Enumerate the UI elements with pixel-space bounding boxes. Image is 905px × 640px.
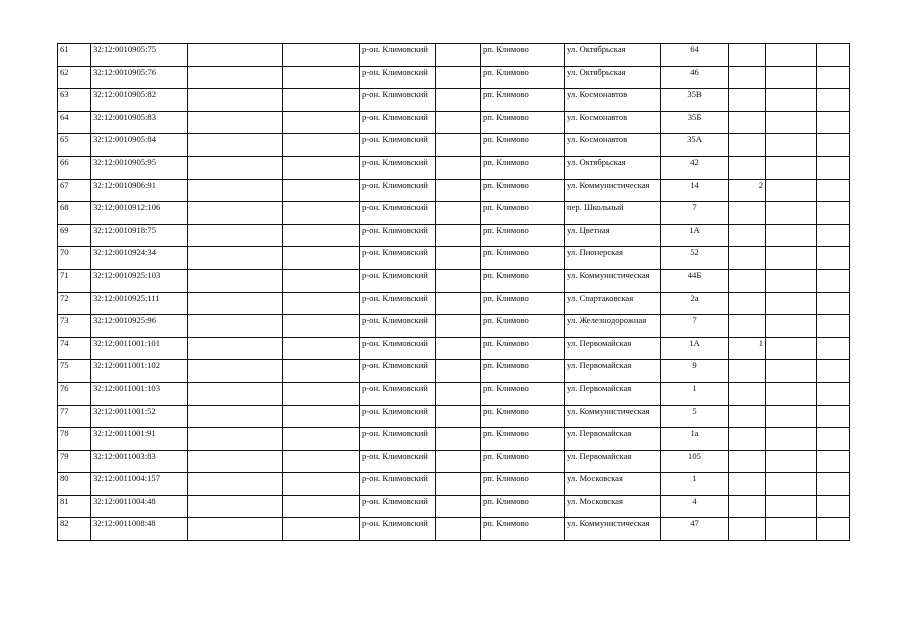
row-number-cell: 75	[58, 360, 91, 383]
empty-cell	[817, 382, 850, 405]
settlement-cell: рп. Климово	[481, 360, 565, 383]
empty-cell	[283, 518, 360, 541]
settlement-cell: рп. Климово	[481, 450, 565, 473]
empty-cell	[436, 518, 481, 541]
empty-cell	[817, 473, 850, 496]
street-cell: ул. Октябрьская	[565, 66, 661, 89]
quantity-cell	[729, 473, 766, 496]
settlement-cell: рп. Климово	[481, 224, 565, 247]
cadastral-number-cell: 32:12:0010905:95	[91, 156, 188, 179]
empty-cell	[766, 360, 817, 383]
empty-cell	[766, 292, 817, 315]
empty-cell	[766, 156, 817, 179]
empty-cell	[766, 269, 817, 292]
cadastral-number-cell: 32:12:0010912:106	[91, 202, 188, 225]
empty-cell	[188, 405, 283, 428]
cadastral-number-cell: 32:12:0011008:48	[91, 518, 188, 541]
quantity-cell	[729, 360, 766, 383]
district-cell: р-он. Климовский	[360, 156, 436, 179]
row-number-cell: 62	[58, 66, 91, 89]
quantity-cell	[729, 495, 766, 518]
house-number-cell: 5	[661, 405, 729, 428]
empty-cell	[436, 360, 481, 383]
cadastral-number-cell: 32:12:0010906:91	[91, 179, 188, 202]
quantity-cell	[729, 134, 766, 157]
empty-cell	[817, 315, 850, 338]
cadastral-number-cell: 32:12:0011001:102	[91, 360, 188, 383]
empty-cell	[436, 382, 481, 405]
table-row	[58, 518, 850, 541]
district-cell: р-он. Климовский	[360, 179, 436, 202]
empty-cell	[283, 473, 360, 496]
empty-cell	[817, 495, 850, 518]
empty-cell	[817, 337, 850, 360]
street-cell: ул. Первомайская	[565, 360, 661, 383]
house-number-cell: 9	[661, 360, 729, 383]
empty-cell	[766, 495, 817, 518]
quantity-cell	[729, 89, 766, 112]
district-cell: р-он. Климовский	[360, 224, 436, 247]
row-number-cell: 73	[58, 315, 91, 338]
settlement-cell: рп. Климово	[481, 111, 565, 134]
house-number-cell: 7	[661, 202, 729, 225]
quantity-cell	[729, 450, 766, 473]
empty-cell	[817, 111, 850, 134]
cadastral-number-cell: 32:12:0010925:96	[91, 315, 188, 338]
table-row	[58, 89, 850, 112]
district-cell: р-он. Климовский	[360, 337, 436, 360]
empty-cell	[188, 360, 283, 383]
row-number-cell: 65	[58, 134, 91, 157]
cadastral-number-cell: 32:12:0011004:48	[91, 495, 188, 518]
empty-cell	[817, 156, 850, 179]
table-row	[58, 405, 850, 428]
street-cell: ул. Железнодорожная	[565, 315, 661, 338]
quantity-cell	[729, 156, 766, 179]
cadastral-number-cell: 32:12:0010905:82	[91, 89, 188, 112]
cadastral-number-cell: 32:12:0011001:91	[91, 428, 188, 451]
empty-cell	[188, 247, 283, 270]
empty-cell	[766, 518, 817, 541]
row-number-cell: 70	[58, 247, 91, 270]
street-cell: ул. Космонавтов	[565, 134, 661, 157]
empty-cell	[436, 66, 481, 89]
empty-cell	[188, 269, 283, 292]
cadastral-number-cell: 32:12:0011001:52	[91, 405, 188, 428]
district-cell: р-он. Климовский	[360, 473, 436, 496]
settlement-cell: рп. Климово	[481, 473, 565, 496]
table-row	[58, 134, 850, 157]
table-row	[58, 450, 850, 473]
empty-cell	[436, 224, 481, 247]
empty-cell	[188, 224, 283, 247]
house-number-cell: 35В	[661, 89, 729, 112]
empty-cell	[188, 382, 283, 405]
district-cell: р-он. Климовский	[360, 44, 436, 67]
empty-cell	[436, 111, 481, 134]
empty-cell	[283, 202, 360, 225]
cadastral-number-cell: 32:12:0011004:157	[91, 473, 188, 496]
district-cell: р-он. Климовский	[360, 450, 436, 473]
empty-cell	[188, 89, 283, 112]
district-cell: р-он. Климовский	[360, 428, 436, 451]
district-cell: р-он. Климовский	[360, 134, 436, 157]
settlement-cell: рп. Климово	[481, 44, 565, 67]
empty-cell	[766, 224, 817, 247]
table-row	[58, 360, 850, 383]
street-cell: ул. Первомайская	[565, 337, 661, 360]
empty-cell	[436, 495, 481, 518]
empty-cell	[188, 337, 283, 360]
empty-cell	[817, 269, 850, 292]
house-number-cell: 1а	[661, 428, 729, 451]
district-cell: р-он. Климовский	[360, 292, 436, 315]
empty-cell	[436, 428, 481, 451]
street-cell: ул. Первомайская	[565, 450, 661, 473]
empty-cell	[283, 224, 360, 247]
street-cell: ул. Спартаковская	[565, 292, 661, 315]
empty-cell	[766, 405, 817, 428]
row-number-cell: 82	[58, 518, 91, 541]
district-cell: р-он. Климовский	[360, 66, 436, 89]
registry-table-body	[58, 44, 850, 541]
cadastral-number-cell: 32:12:0010905:75	[91, 44, 188, 67]
empty-cell	[817, 89, 850, 112]
empty-cell	[283, 495, 360, 518]
empty-cell	[766, 89, 817, 112]
house-number-cell: 46	[661, 66, 729, 89]
street-cell: ул. Коммунистическая	[565, 179, 661, 202]
row-number-cell: 69	[58, 224, 91, 247]
empty-cell	[188, 179, 283, 202]
empty-cell	[766, 450, 817, 473]
district-cell: р-он. Климовский	[360, 111, 436, 134]
quantity-cell	[729, 224, 766, 247]
street-cell: ул. Коммунистическая	[565, 405, 661, 428]
street-cell: пер. Школьный	[565, 202, 661, 225]
quantity-cell: 2	[729, 179, 766, 202]
empty-cell	[283, 111, 360, 134]
quantity-cell	[729, 405, 766, 428]
cadastral-number-cell: 32:12:0011001:101	[91, 337, 188, 360]
quantity-cell: 1	[729, 337, 766, 360]
registry-table	[57, 43, 850, 541]
empty-cell	[817, 450, 850, 473]
table-row	[58, 66, 850, 89]
house-number-cell: 52	[661, 247, 729, 270]
street-cell: ул. Пионерская	[565, 247, 661, 270]
empty-cell	[188, 315, 283, 338]
house-number-cell: 1	[661, 473, 729, 496]
empty-cell	[188, 134, 283, 157]
settlement-cell: рп. Климово	[481, 247, 565, 270]
house-number-cell: 14	[661, 179, 729, 202]
cadastral-number-cell: 32:12:0010925:103	[91, 269, 188, 292]
house-number-cell: 35Б	[661, 111, 729, 134]
cadastral-number-cell: 32:12:0010905:83	[91, 111, 188, 134]
empty-cell	[766, 111, 817, 134]
street-cell: ул. Коммунистическая	[565, 269, 661, 292]
street-cell: ул. Октябрьская	[565, 44, 661, 67]
settlement-cell: рп. Климово	[481, 179, 565, 202]
empty-cell	[188, 156, 283, 179]
row-number-cell: 79	[58, 450, 91, 473]
empty-cell	[817, 292, 850, 315]
settlement-cell: рп. Климово	[481, 428, 565, 451]
empty-cell	[817, 202, 850, 225]
empty-cell	[436, 89, 481, 112]
settlement-cell: рп. Климово	[481, 66, 565, 89]
table-row	[58, 292, 850, 315]
table-row	[58, 382, 850, 405]
empty-cell	[817, 44, 850, 67]
settlement-cell: рп. Климово	[481, 337, 565, 360]
empty-cell	[188, 450, 283, 473]
empty-cell	[283, 179, 360, 202]
district-cell: р-он. Климовский	[360, 518, 436, 541]
empty-cell	[188, 111, 283, 134]
quantity-cell	[729, 518, 766, 541]
empty-cell	[766, 428, 817, 451]
empty-cell	[283, 134, 360, 157]
empty-cell	[766, 247, 817, 270]
house-number-cell: 105	[661, 450, 729, 473]
empty-cell	[436, 156, 481, 179]
cadastral-number-cell: 32:12:0011001:103	[91, 382, 188, 405]
district-cell: р-он. Климовский	[360, 269, 436, 292]
empty-cell	[283, 156, 360, 179]
empty-cell	[436, 473, 481, 496]
empty-cell	[436, 450, 481, 473]
settlement-cell: рп. Климово	[481, 292, 565, 315]
row-number-cell: 76	[58, 382, 91, 405]
empty-cell	[766, 66, 817, 89]
empty-cell	[766, 382, 817, 405]
district-cell: р-он. Климовский	[360, 405, 436, 428]
empty-cell	[188, 495, 283, 518]
quantity-cell	[729, 111, 766, 134]
empty-cell	[188, 518, 283, 541]
street-cell: ул. Первомайская	[565, 382, 661, 405]
empty-cell	[817, 247, 850, 270]
cadastral-number-cell: 32:12:0010925:111	[91, 292, 188, 315]
row-number-cell: 77	[58, 405, 91, 428]
cadastral-number-cell: 32:12:0010918:75	[91, 224, 188, 247]
table-row	[58, 247, 850, 270]
empty-cell	[766, 202, 817, 225]
table-row	[58, 269, 850, 292]
empty-cell	[436, 247, 481, 270]
quantity-cell	[729, 428, 766, 451]
table-row	[58, 473, 850, 496]
empty-cell	[817, 134, 850, 157]
quantity-cell	[729, 44, 766, 67]
district-cell: р-он. Климовский	[360, 360, 436, 383]
empty-cell	[766, 473, 817, 496]
row-number-cell: 78	[58, 428, 91, 451]
settlement-cell: рп. Климово	[481, 89, 565, 112]
empty-cell	[283, 292, 360, 315]
empty-cell	[283, 428, 360, 451]
settlement-cell: рп. Климово	[481, 134, 565, 157]
empty-cell	[436, 292, 481, 315]
district-cell: р-он. Климовский	[360, 247, 436, 270]
empty-cell	[283, 247, 360, 270]
empty-cell	[283, 44, 360, 67]
table-row	[58, 315, 850, 338]
empty-cell	[283, 382, 360, 405]
row-number-cell: 61	[58, 44, 91, 67]
district-cell: р-он. Климовский	[360, 382, 436, 405]
house-number-cell: 2а	[661, 292, 729, 315]
row-number-cell: 67	[58, 179, 91, 202]
empty-cell	[283, 450, 360, 473]
district-cell: р-он. Климовский	[360, 202, 436, 225]
empty-cell	[283, 405, 360, 428]
row-number-cell: 80	[58, 473, 91, 496]
house-number-cell: 42	[661, 156, 729, 179]
table-row	[58, 224, 850, 247]
quantity-cell	[729, 66, 766, 89]
settlement-cell: рп. Климово	[481, 405, 565, 428]
row-number-cell: 63	[58, 89, 91, 112]
empty-cell	[283, 269, 360, 292]
quantity-cell	[729, 292, 766, 315]
empty-cell	[283, 66, 360, 89]
empty-cell	[817, 179, 850, 202]
table-row	[58, 495, 850, 518]
empty-cell	[817, 360, 850, 383]
house-number-cell: 35А	[661, 134, 729, 157]
table-row	[58, 337, 850, 360]
settlement-cell: рп. Климово	[481, 315, 565, 338]
empty-cell	[766, 134, 817, 157]
settlement-cell: рп. Климово	[481, 269, 565, 292]
empty-cell	[188, 44, 283, 67]
district-cell: р-он. Климовский	[360, 315, 436, 338]
house-number-cell: 4	[661, 495, 729, 518]
empty-cell	[283, 315, 360, 338]
street-cell: ул. Цветная	[565, 224, 661, 247]
settlement-cell: рп. Климово	[481, 382, 565, 405]
empty-cell	[817, 428, 850, 451]
empty-cell	[283, 337, 360, 360]
cadastral-number-cell: 32:12:0011003:83	[91, 450, 188, 473]
empty-cell	[436, 179, 481, 202]
table-row	[58, 428, 850, 451]
row-number-cell: 71	[58, 269, 91, 292]
row-number-cell: 64	[58, 111, 91, 134]
empty-cell	[436, 202, 481, 225]
street-cell: ул. Московская	[565, 495, 661, 518]
empty-cell	[188, 428, 283, 451]
empty-cell	[436, 269, 481, 292]
house-number-cell: 1А	[661, 224, 729, 247]
settlement-cell: рп. Климово	[481, 518, 565, 541]
house-number-cell: 44Б	[661, 269, 729, 292]
empty-cell	[188, 202, 283, 225]
quantity-cell	[729, 247, 766, 270]
row-number-cell: 66	[58, 156, 91, 179]
cadastral-number-cell: 32:12:0010905:84	[91, 134, 188, 157]
house-number-cell: 7	[661, 315, 729, 338]
settlement-cell: рп. Климово	[481, 202, 565, 225]
district-cell: р-он. Климовский	[360, 495, 436, 518]
street-cell: ул. Космонавтов	[565, 111, 661, 134]
settlement-cell: рп. Климово	[481, 495, 565, 518]
street-cell: ул. Московская	[565, 473, 661, 496]
empty-cell	[766, 337, 817, 360]
house-number-cell: 1А	[661, 337, 729, 360]
district-cell: р-он. Климовский	[360, 89, 436, 112]
empty-cell	[817, 66, 850, 89]
table-row	[58, 202, 850, 225]
empty-cell	[436, 337, 481, 360]
row-number-cell: 81	[58, 495, 91, 518]
quantity-cell	[729, 202, 766, 225]
empty-cell	[436, 134, 481, 157]
quantity-cell	[729, 315, 766, 338]
empty-cell	[436, 44, 481, 67]
street-cell: ул. Октябрьская	[565, 156, 661, 179]
settlement-cell: рп. Климово	[481, 156, 565, 179]
cadastral-number-cell: 32:12:0010905:76	[91, 66, 188, 89]
quantity-cell	[729, 382, 766, 405]
house-number-cell: 64	[661, 44, 729, 67]
house-number-cell: 1	[661, 382, 729, 405]
empty-cell	[817, 405, 850, 428]
street-cell: ул. Первомайская	[565, 428, 661, 451]
empty-cell	[436, 405, 481, 428]
street-cell: ул. Космонавтов	[565, 89, 661, 112]
empty-cell	[766, 315, 817, 338]
empty-cell	[283, 360, 360, 383]
empty-cell	[817, 518, 850, 541]
empty-cell	[188, 473, 283, 496]
row-number-cell: 74	[58, 337, 91, 360]
street-cell: ул. Коммунистическая	[565, 518, 661, 541]
table-row	[58, 44, 850, 67]
empty-cell	[766, 179, 817, 202]
table-row	[58, 156, 850, 179]
row-number-cell: 68	[58, 202, 91, 225]
empty-cell	[436, 315, 481, 338]
cadastral-number-cell: 32:12:0010924:34	[91, 247, 188, 270]
row-number-cell: 72	[58, 292, 91, 315]
empty-cell	[817, 224, 850, 247]
empty-cell	[188, 292, 283, 315]
empty-cell	[188, 66, 283, 89]
quantity-cell	[729, 269, 766, 292]
house-number-cell: 47	[661, 518, 729, 541]
table-row	[58, 179, 850, 202]
table-row	[58, 111, 850, 134]
empty-cell	[283, 89, 360, 112]
empty-cell	[766, 44, 817, 67]
